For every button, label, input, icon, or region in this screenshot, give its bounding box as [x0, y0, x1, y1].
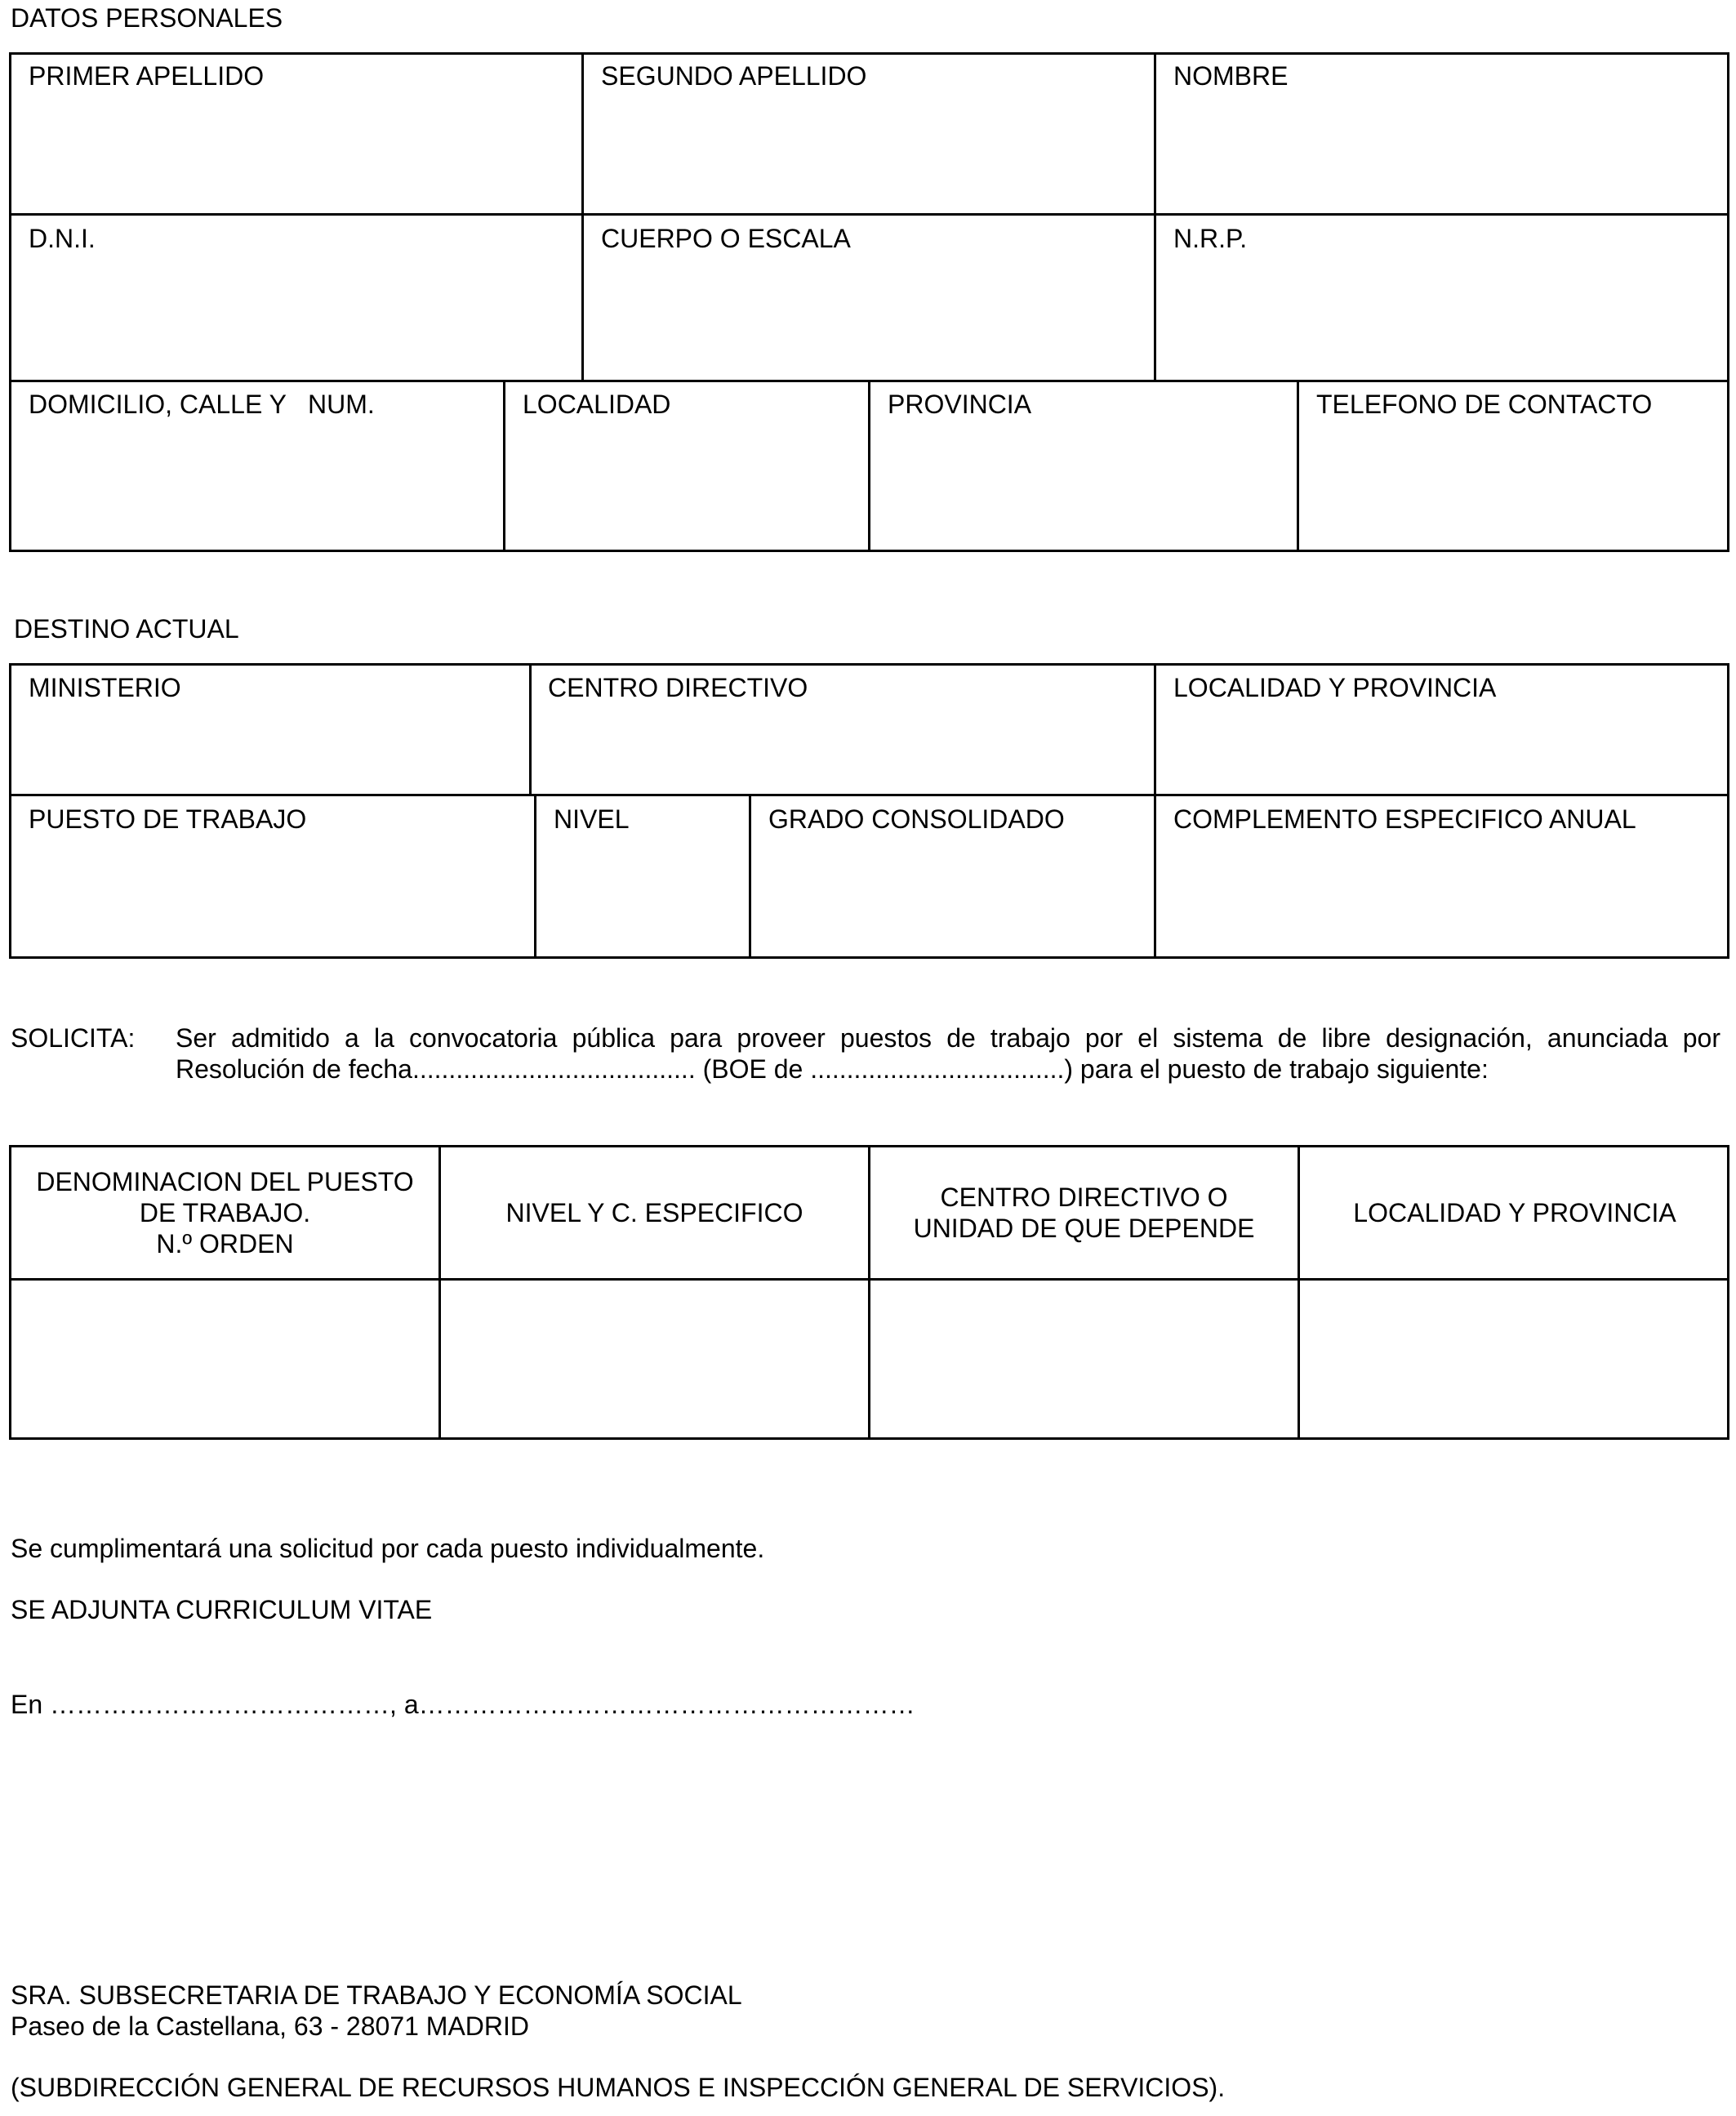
centro-input-cell[interactable]: [870, 1281, 1298, 1440]
datos-personales-heading: DATOS PERSONALES: [11, 3, 283, 33]
col-divider: [534, 794, 536, 959]
col-divider: [749, 794, 751, 959]
telefono-field[interactable]: TELEFONO DE CONTACTO: [1316, 390, 1653, 419]
solicita-line1: Ser admitido a la convocatoria pública para proveer puestos de trabajo por el sistema de libre designación, anunciada por: [176, 1023, 1720, 1053]
header-centro-l1: CENTRO DIRECTIVO O: [940, 1183, 1228, 1212]
header-denominacion-l2: DE TRABAJO.: [139, 1198, 311, 1227]
header-localidad: [1300, 1147, 1729, 1278]
header-localidad-l1: LOCALIDAD Y PROVINCIA: [1353, 1198, 1676, 1227]
header-denominacion-l3: N.º ORDEN: [156, 1229, 294, 1258]
unit: (SUBDIRECCIÓN GENERAL DE RECURSOS HUMANOS E INSPECCIÓN GENERAL DE SERVICIOS).: [11, 2073, 1226, 2102]
denominacion-input-cell[interactable]: [11, 1281, 438, 1440]
centro-directivo-field[interactable]: CENTRO DIRECTIVO: [548, 673, 808, 702]
grado-consolidado-field[interactable]: GRADO CONSOLIDADO: [768, 804, 1065, 834]
nrp-field[interactable]: N.R.P.: [1173, 224, 1248, 253]
place-date-line[interactable]: En …………………………………, a…………………………………………………: [11, 1690, 915, 1719]
provincia-field[interactable]: PROVINCIA: [888, 390, 1032, 419]
solicita-line2: Resolución de fecha....................................... (BOE de ...................................) para el puesto de trabajo siguiente:: [176, 1054, 1489, 1084]
localidad-input-cell[interactable]: [1300, 1281, 1727, 1440]
note-solicitud: Se cumplimentará una solicitud por cada puesto individualmente.: [11, 1534, 765, 1563]
nivel-input-cell[interactable]: [441, 1281, 868, 1440]
header-centro: [870, 1147, 1298, 1278]
col-divider: [1154, 52, 1156, 381]
col-divider: [1154, 663, 1156, 959]
destino-actual-heading: DESTINO ACTUAL: [14, 614, 239, 644]
complemento-especifico-field[interactable]: COMPLEMENTO ESPECIFICO ANUAL: [1173, 804, 1636, 834]
col-divider: [529, 663, 532, 795]
nivel-field[interactable]: NIVEL: [554, 804, 630, 834]
solicita-text-line1: [176, 1022, 1720, 1054]
header-denominacion: [11, 1147, 438, 1278]
nombre-field[interactable]: NOMBRE: [1173, 61, 1289, 91]
primer-apellido-field[interactable]: PRIMER APELLIDO: [29, 61, 265, 91]
row-divider: [9, 213, 1729, 216]
col-divider: [581, 52, 584, 381]
ministerio-field[interactable]: MINISTERIO: [29, 673, 181, 702]
header-nivel: [441, 1147, 868, 1278]
dni-field[interactable]: D.N.I.: [29, 224, 96, 253]
addressee: SRA. SUBSECRETARIA DE TRABAJO Y ECONOMÍA SOCIAL: [11, 1980, 742, 2010]
localidad-field[interactable]: LOCALIDAD: [523, 390, 671, 419]
col-divider: [868, 380, 870, 551]
segundo-apellido-field[interactable]: SEGUNDO APELLIDO: [601, 61, 867, 91]
solicita-label: SOLICITA:: [11, 1023, 136, 1053]
row-divider: [9, 794, 1729, 796]
header-nivel-l1: NIVEL Y C. ESPECIFICO: [505, 1198, 803, 1227]
header-centro-l2: UNIDAD DE QUE DEPENDE: [913, 1214, 1255, 1243]
header-denominacion-l1: DENOMINACION DEL PUESTO: [36, 1167, 414, 1196]
cuerpo-escala-field[interactable]: CUERPO O ESCALA: [601, 224, 851, 253]
domicilio-field[interactable]: DOMICILIO, CALLE Y NUM.: [29, 390, 375, 419]
col-divider: [503, 380, 505, 551]
address: Paseo de la Castellana, 63 - 28071 MADRID: [11, 2011, 530, 2041]
col-divider: [1297, 380, 1299, 551]
puesto-trabajo-field[interactable]: PUESTO DE TRABAJO: [29, 804, 307, 834]
note-curriculum: SE ADJUNTA CURRICULUM VITAE: [11, 1595, 433, 1624]
localidad-provincia-field[interactable]: LOCALIDAD Y PROVINCIA: [1173, 673, 1497, 702]
